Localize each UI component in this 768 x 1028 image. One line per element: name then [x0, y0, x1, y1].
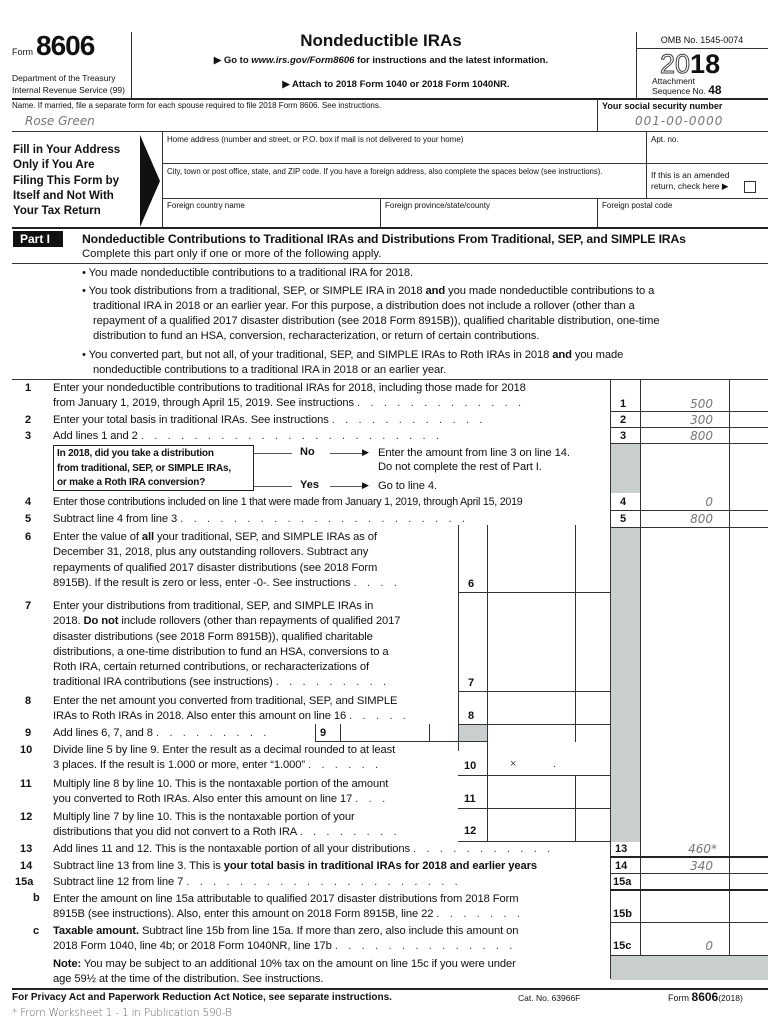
footer-form-id: Form 8606(2018): [668, 990, 743, 1004]
name-field[interactable]: Rose Green: [25, 114, 95, 128]
line-7-amount[interactable]: [488, 595, 574, 690]
irs-url-link[interactable]: www.irs.gov/Form8606: [251, 55, 355, 66]
tax-year: 2018: [660, 49, 721, 79]
line-2-amount[interactable]: 300: [690, 413, 713, 427]
ssn-field[interactable]: 001-00-0000: [635, 114, 724, 128]
city-field[interactable]: [163, 178, 643, 196]
foreign-country-field[interactable]: [163, 210, 378, 226]
multiply-sign: ×: [510, 758, 517, 770]
line-15b-amount[interactable]: [641, 891, 727, 922]
catalog-number: Cat. No. 63966F: [518, 993, 581, 1003]
no-branch: No: [300, 446, 315, 458]
arrow-pointer-icon: [140, 135, 162, 227]
apt-no-label: Apt. no.: [651, 135, 679, 144]
apt-no-field[interactable]: [647, 145, 767, 163]
line-15c-amount[interactable]: 0: [705, 939, 713, 953]
line-3-amount[interactable]: 800: [690, 429, 713, 443]
line-6-amount[interactable]: [488, 530, 574, 590]
part-subtitle: Complete this part only if one or more of the following apply.: [82, 248, 382, 260]
footnote: * From Worksheet 1 - 1 in Publication 590-B: [12, 1007, 232, 1019]
city-label: City, town or post office, state, and ZIP code. If you have a foreign address, also complete the spaces below (see instructions).: [167, 167, 603, 176]
line-14-amount[interactable]: 340: [690, 859, 713, 873]
arrow-right-icon: ▶: [362, 447, 369, 457]
part-title: Nondeductible Contributions to Traditional IRAs and Distributions From Traditional, SEP, and SIMPLE IRAs: [82, 232, 686, 246]
line-12-amount[interactable]: [488, 809, 574, 841]
decimal-point: .: [553, 758, 557, 770]
note-text: Note: You may be subject to an additional 10% tax on the amount on line 15c if you were under: [53, 958, 516, 970]
foreign-country-label: Foreign country name: [167, 201, 245, 210]
omb-number: OMB No. 1545-0074: [660, 35, 744, 45]
yes-branch: Yes: [300, 479, 319, 491]
home-address-field[interactable]: [163, 145, 643, 163]
amended-return-checkbox[interactable]: [744, 181, 756, 193]
department-label: Department of the Treasury: [12, 73, 116, 83]
form-number: 8606: [36, 30, 95, 61]
privacy-notice: For Privacy Act and Paperwork Reduction Act Notice, see separate instructions.: [12, 992, 392, 1003]
attach-instruction: ▶ Attach to 2018 Form 1040 or 2018 Form 1040NR.: [282, 79, 510, 90]
line-9-amount[interactable]: [341, 725, 429, 740]
foreign-province-label: Foreign province/state/county: [385, 201, 490, 210]
ssn-label: Your social security number: [602, 101, 723, 111]
name-label: Name. If married, file a separate form for each spouse required to file 2018 Form 8606. See instructions.: [12, 101, 382, 110]
home-address-label: Home address (number and street, or P.O. box if mail is not delivered to your home): [167, 135, 464, 144]
go-to-line: ▶ Go to www.irs.gov/Form8606 for instructions and the latest information.: [213, 55, 549, 66]
amended-return-label: If this is an amended return, check here ▶: [651, 170, 730, 191]
irs-label: Internal Revenue Service (99): [12, 85, 125, 95]
condition-bullet: • You converted part, but not all, of your traditional, SEP, and SIMPLE IRAs to Roth IRAs in 2018 and you made: [82, 349, 624, 361]
form-label: Form: [12, 47, 33, 57]
foreign-postal-field[interactable]: [598, 210, 766, 226]
foreign-province-field[interactable]: [381, 210, 596, 226]
arrow-right-icon: ▶: [362, 480, 369, 490]
line-11-amount[interactable]: [488, 776, 574, 808]
line-15a-amount[interactable]: [641, 874, 727, 889]
line-1-amount[interactable]: 500: [690, 397, 713, 411]
line-8-amount[interactable]: [488, 694, 574, 724]
condition-bullet: • You took distributions from a traditional, SEP, or SIMPLE IRA in 2018 and you made nondeductible contributions to a: [82, 285, 655, 297]
form-title: Nondeductible IRAs: [300, 31, 462, 50]
line-5-amount[interactable]: 800: [690, 512, 713, 526]
attachment-sequence: Attachment Sequence No. 48: [652, 76, 722, 97]
line-10-decimal[interactable]: [488, 742, 608, 775]
foreign-postal-label: Foreign postal code: [602, 201, 673, 210]
line-4-amount[interactable]: 0: [705, 495, 713, 509]
part-badge: Part I: [13, 231, 63, 247]
address-instruction: Fill in Your Address Only if You Are Filing This Form by Itself and Not With Your Tax Return: [13, 144, 121, 218]
line-13-amount[interactable]: 460*: [688, 842, 717, 856]
condition-bullet: • You made nondeductible contributions to a traditional IRA for 2018.: [82, 267, 414, 279]
